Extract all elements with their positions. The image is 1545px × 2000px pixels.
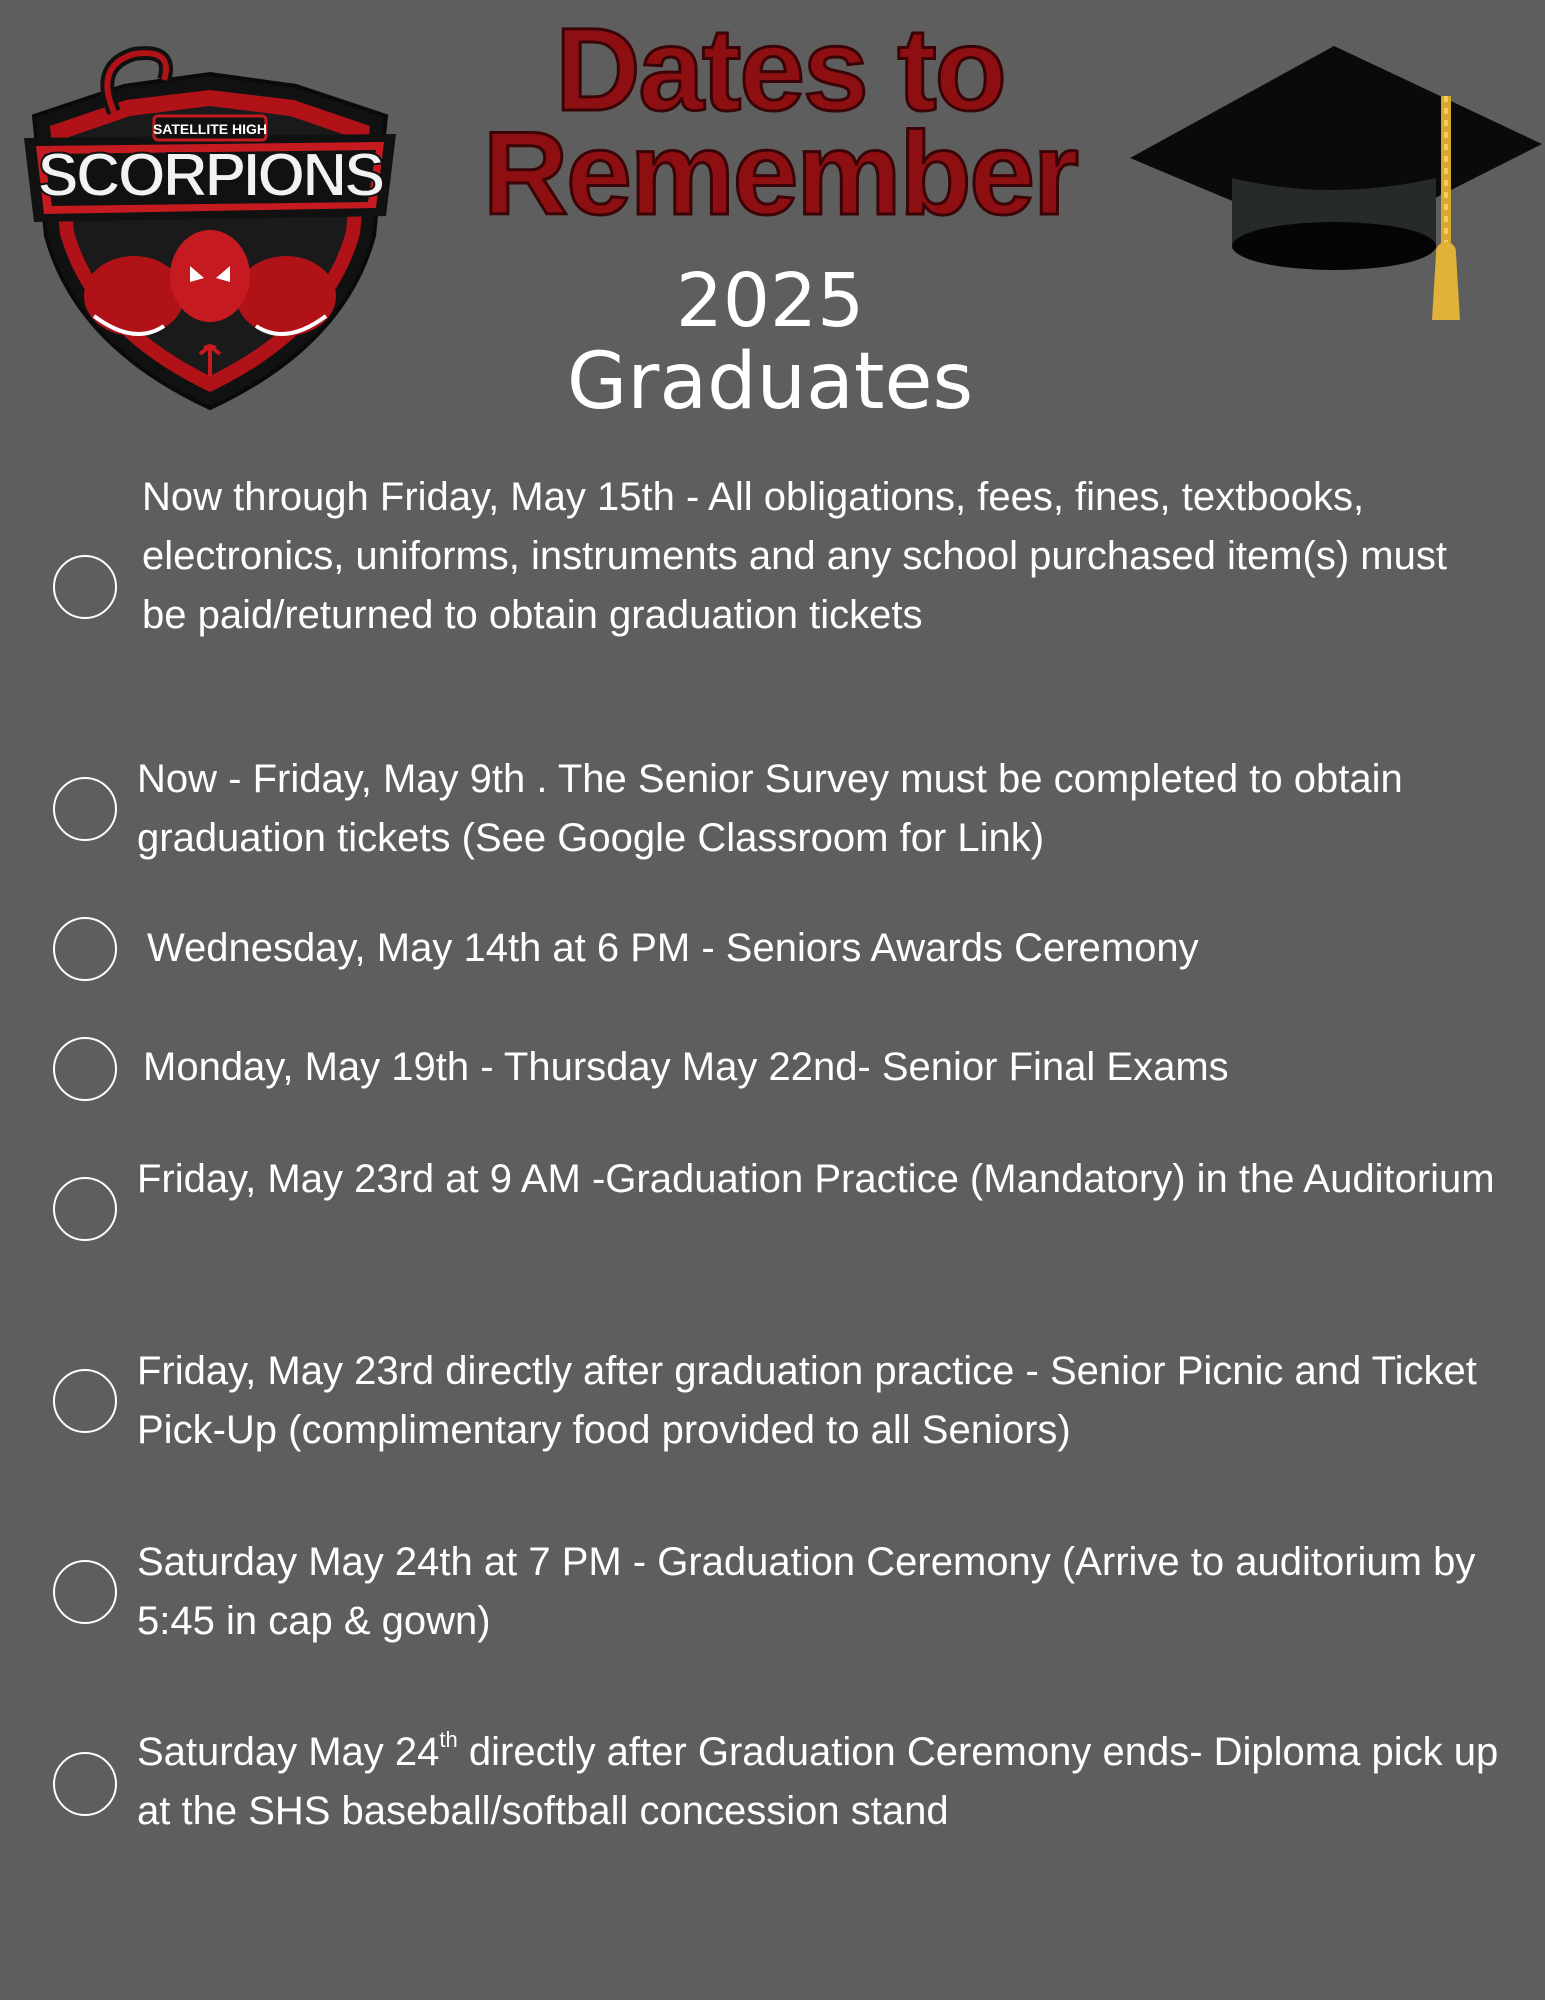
checkbox-circle[interactable]: [53, 917, 117, 981]
scorpions-logo: [14, 46, 406, 412]
checkbox-circle[interactable]: [53, 1037, 117, 1101]
item-text: Now through Friday, May 15th - All obligations, fees, fines, textbooks, electronics, uniforms, instruments and any school purchased item(s) must be paid/returned to obtain graduation tickets: [142, 475, 1447, 637]
item-text: Monday, May 19th - Thursday May 22nd- Senior Final Exams: [143, 1045, 1229, 1089]
page-title: [430, 4, 1130, 240]
title-line-1: Dates to: [555, 4, 1005, 136]
checkbox-circle[interactable]: [53, 555, 117, 619]
item-text-part: directly after Graduation Ceremony ends- Diploma pick up at the SHS baseball/softball concession stand: [137, 1730, 1499, 1833]
svg-text:SCORPIONS: SCORPIONS: [37, 141, 383, 210]
graduates-label: Graduates: [566, 337, 974, 427]
checkbox-circle[interactable]: [53, 1752, 117, 1816]
scorpion-icon: [14, 46, 406, 412]
checkbox-circle[interactable]: [53, 777, 117, 841]
item-text: Saturday May 24th at 7 PM - Graduation Ceremony (Arrive to auditorium by 5:45 in cap & gown): [137, 1540, 1476, 1643]
checkbox-circle[interactable]: [53, 1177, 117, 1241]
checkbox-circle[interactable]: [53, 1560, 117, 1624]
graduation-year: 2025: [675, 258, 865, 344]
item-text: Now - Friday, May 9th . The Senior Survey must be completed to obtain graduation tickets (See Google Classroom for Link): [137, 757, 1403, 860]
item-text: Friday, May 23rd directly after graduation practice - Senior Picnic and Ticket Pick-Up (complimentary food provided to all Seniors): [137, 1349, 1477, 1452]
item-text: [137, 1723, 1527, 1841]
checkbox-circle[interactable]: [53, 1369, 117, 1433]
item-text: Wednesday, May 14th at 6 PM - Seniors Awards Ceremony: [147, 926, 1199, 970]
item-text-part: Saturday May 24: [137, 1730, 440, 1774]
item-text: Friday, May 23rd at 9 AM -Graduation Practice (Mandatory) in the Auditorium: [137, 1157, 1495, 1201]
ordinal-suffix: th: [439, 1727, 458, 1752]
subtitle: [520, 258, 1020, 427]
graduation-cap-icon: [1122, 40, 1542, 325]
title-line-2: Remember: [483, 108, 1077, 240]
svg-text:SATELLITE HIGH: SATELLITE HIGH: [152, 121, 268, 137]
